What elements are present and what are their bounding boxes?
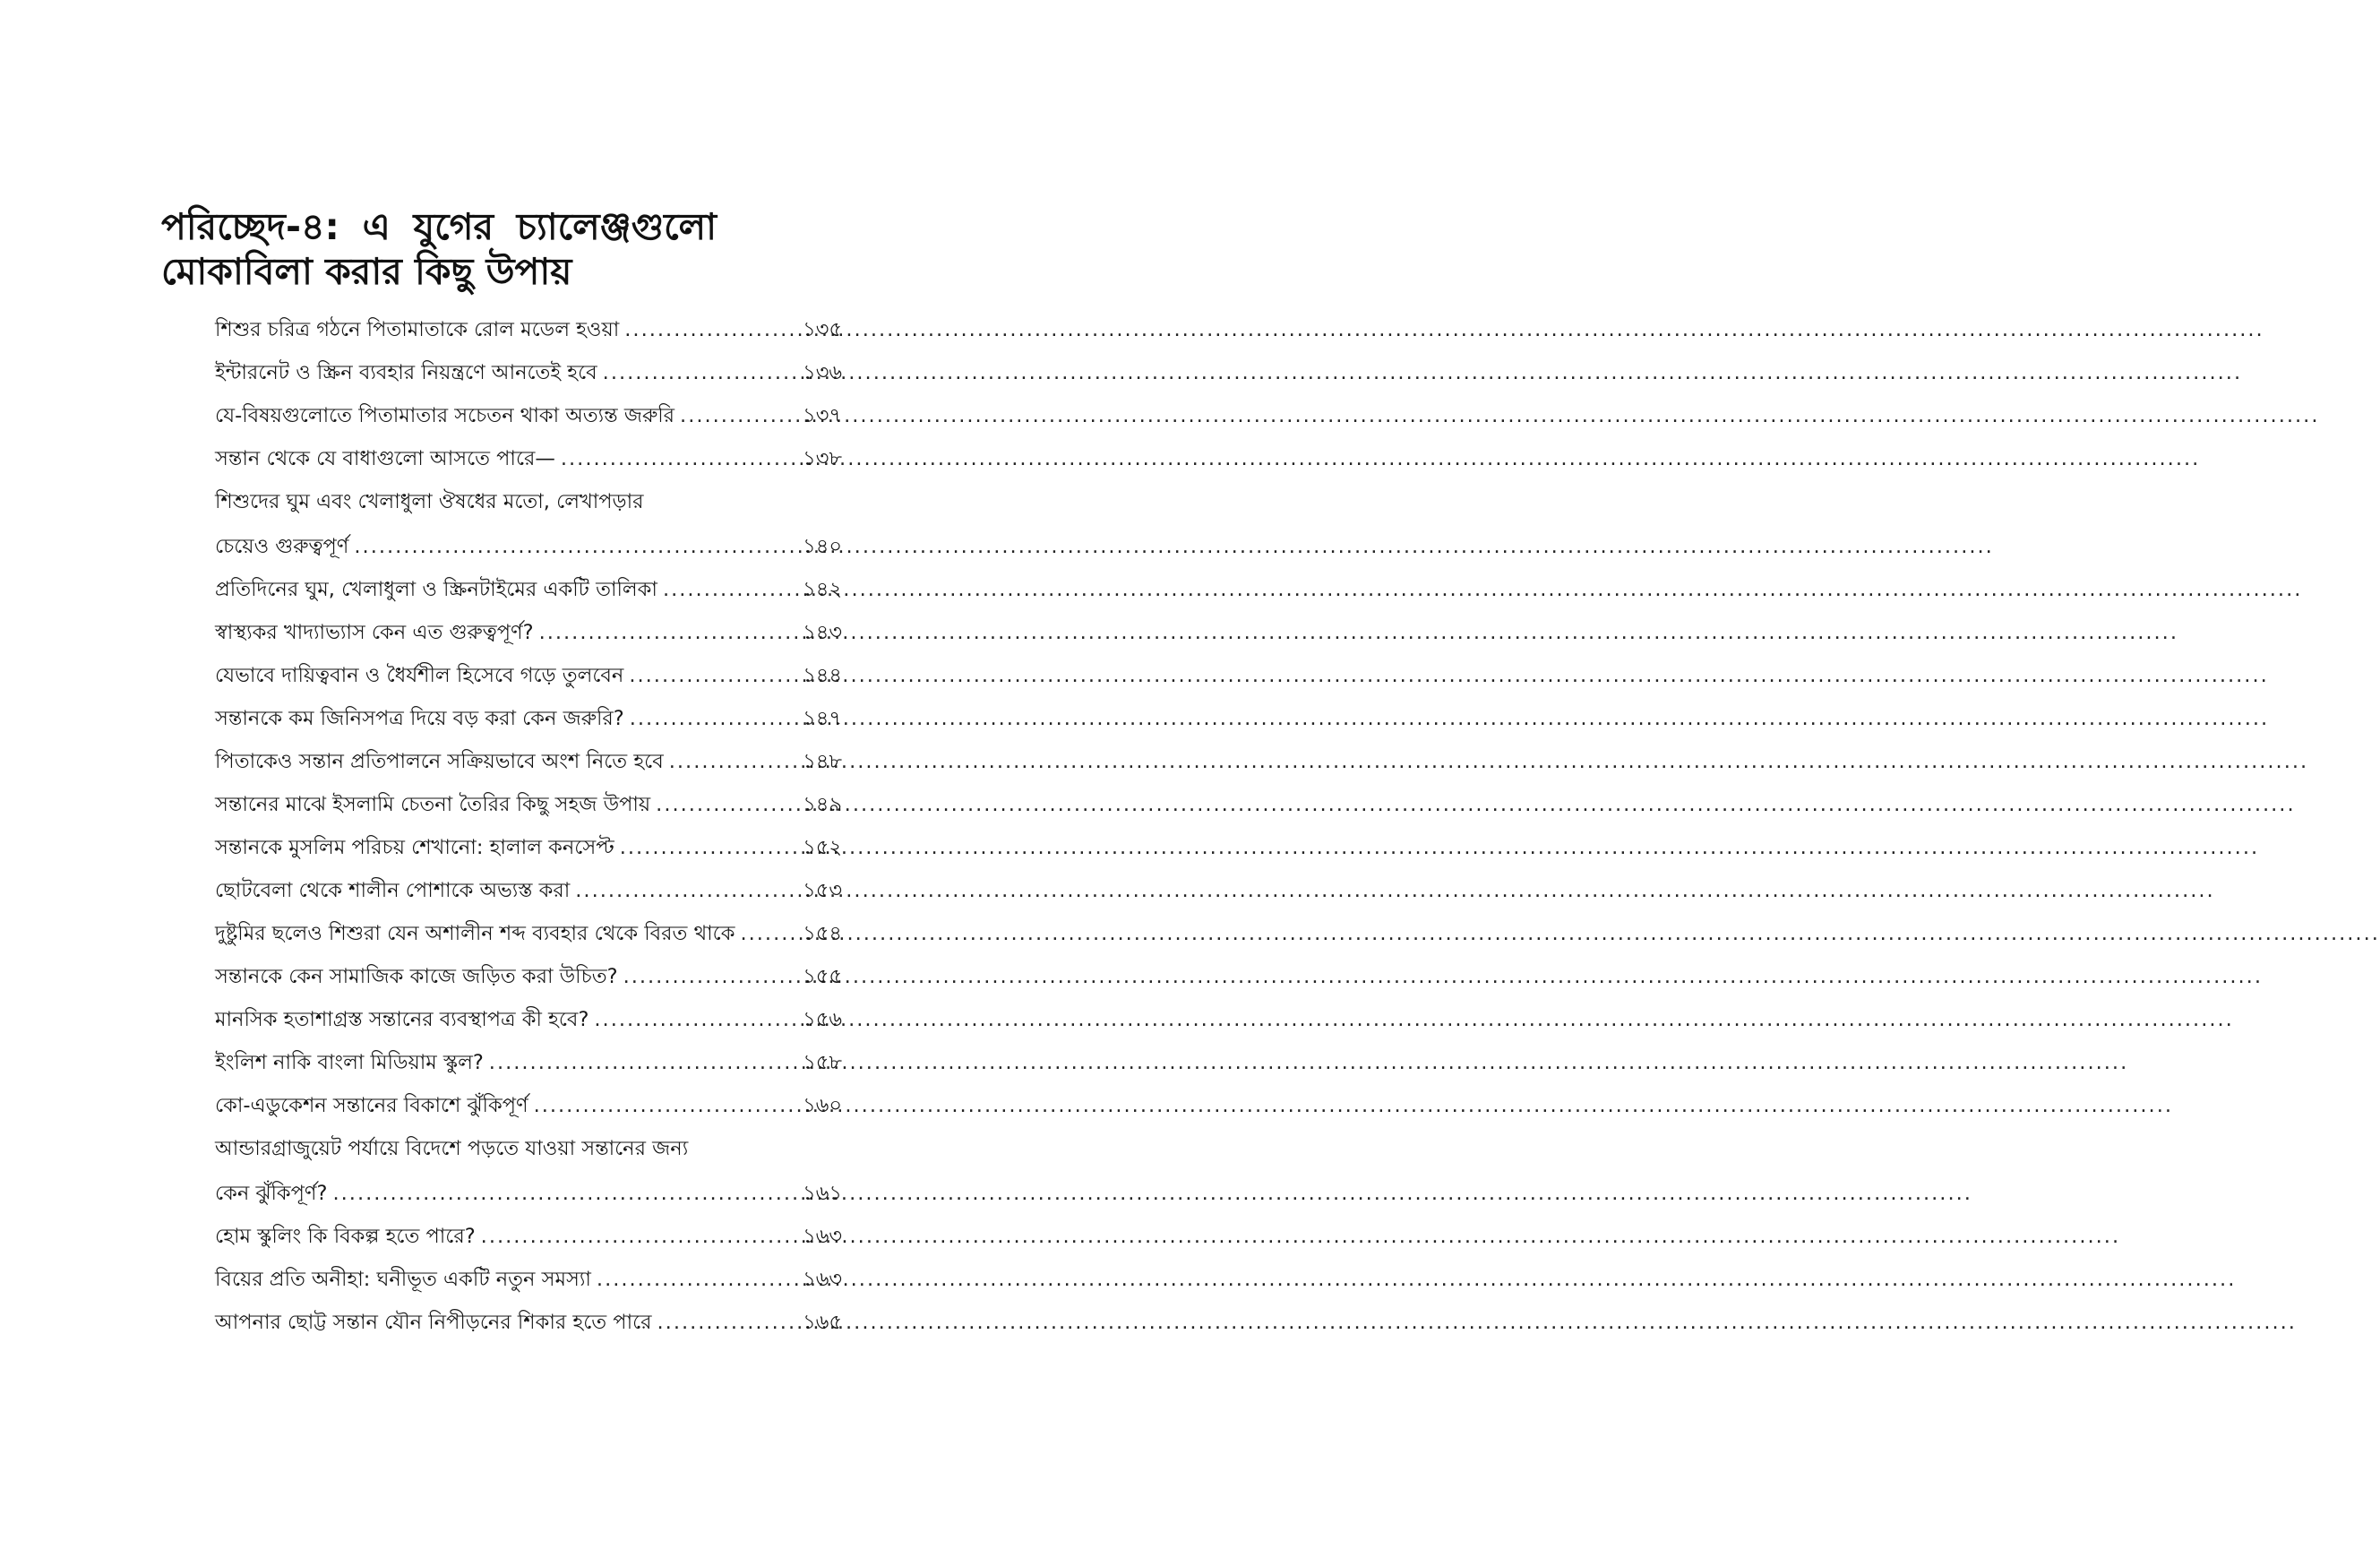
toc-entry xyxy=(215,697,842,740)
toc-entry-page-number: ১৫৬ xyxy=(803,1008,842,1031)
toc-entry-row xyxy=(215,1258,842,1301)
dot-leader xyxy=(575,869,801,912)
toc-entry xyxy=(215,654,842,697)
dot-leader xyxy=(539,611,802,654)
toc-entry-page-number: ১৫২ xyxy=(803,836,842,859)
dot-leader xyxy=(624,308,801,351)
toc-entry-title: সন্তানকে মুসলিম পরিচয় শেখানো: হালাল কনসেপ্ট xyxy=(215,836,614,859)
toc-entry xyxy=(215,351,842,394)
toc-entry-title: যে-বিষয়গুলোতে পিতামাতার সচেতন থাকা অত্যন্ত জরুরি xyxy=(215,404,675,427)
toc-entry-row xyxy=(215,1215,842,1258)
toc-entry-row xyxy=(215,1301,842,1344)
toc-entry-title: প্রতিদিনের ঘুম, খেলাধুলা ও স্ক্রিনটাইমের একটি তালিকা xyxy=(215,578,657,601)
toc-entry-row xyxy=(215,912,842,955)
toc-entry-title: শিশুর চরিত্র গঠনে পিতামাতাকে রোল মডেল হওয়া xyxy=(215,318,620,341)
toc-entry-row xyxy=(215,697,842,740)
toc-entry xyxy=(215,912,842,955)
toc-entry-row xyxy=(215,654,842,697)
toc-entry-page-number: ১৪৮ xyxy=(803,750,842,773)
toc-entry-title: চেয়েও গুরুত্বপূর্ণ xyxy=(215,535,349,558)
toc-entry-page-number: ১৩৮ xyxy=(803,447,842,470)
dot-leader xyxy=(534,1084,802,1127)
toc-entry xyxy=(215,783,842,826)
chapter-title-line-2: মোকাবিলা করার কিছু উপায় xyxy=(161,250,572,293)
toc-entry-title: দুষ্টুমির ছলেও শিশুরা যেন অশালীন শব্দ ব্যবহার থেকে বিরত থাকে xyxy=(215,922,735,945)
toc-entry-title-first-line: শিশুদের ঘুম এবং খেলাধুলা ঔষধের মতো, লেখাপড়ার xyxy=(215,490,644,513)
dot-leader xyxy=(623,955,802,998)
toc-entry-page-number: ১৫৪ xyxy=(803,922,842,945)
dot-leader xyxy=(630,697,801,740)
toc-entry xyxy=(215,1258,842,1301)
toc-entry-title: স্বাস্থ্যকর খাদ্যাভ্যাস কেন এত গুরুত্বপূর্ণ? xyxy=(215,621,534,644)
toc-entry xyxy=(215,437,842,480)
toc-entry xyxy=(215,1127,842,1215)
toc-entry-row xyxy=(215,351,842,394)
toc-entry-title: সন্তানকে কেন সামাজিক কাজে জড়িত করা উচিত? xyxy=(215,965,618,988)
toc-entry-page-number: ১৬৩ xyxy=(803,1225,842,1248)
toc-entry-row xyxy=(215,437,842,480)
toc-entry-row xyxy=(215,740,842,783)
toc-entry-page-number: ১৫৩ xyxy=(803,879,842,902)
toc-entry-page-number: ১৪৪ xyxy=(803,664,842,687)
dot-leader xyxy=(481,1215,801,1258)
dot-leader xyxy=(489,1041,801,1084)
dot-leader xyxy=(663,568,801,611)
toc-entry xyxy=(215,568,842,611)
toc-entry xyxy=(215,1301,842,1344)
toc-entry-page-number: ১৪৭ xyxy=(803,707,842,730)
toc-entry xyxy=(215,1041,842,1084)
toc-entry-page-number: ১৪৩ xyxy=(803,621,842,644)
toc-entry-row xyxy=(215,1041,842,1084)
toc-entry-page-number: ১৬০ xyxy=(803,1094,842,1117)
toc-entry-title: বিয়ের প্রতি অনীহা: ঘনীভূত একটি নতুন সমস্যা xyxy=(215,1268,591,1291)
dot-leader xyxy=(594,998,801,1041)
table-of-contents xyxy=(215,308,842,1344)
toc-entry-title: যেভাবে দায়িত্ববান ও ধৈর্যশীল হিসেবে গড়ে তুলবেন xyxy=(215,664,624,687)
toc-entry-title: ইন্টারনেট ও স্ক্রিন ব্যবহার নিয়ন্ত্রণে আনতেই হবে xyxy=(215,361,597,384)
toc-entry xyxy=(215,1215,842,1258)
toc-entry-row xyxy=(215,869,842,912)
toc-entry xyxy=(215,308,842,351)
toc-entry xyxy=(215,480,842,568)
dot-leader xyxy=(603,351,801,394)
toc-entry xyxy=(215,869,842,912)
toc-entry-page-number: ১৪০ xyxy=(803,535,842,558)
toc-entry xyxy=(215,611,842,654)
toc-entry-title: মানসিক হতাশাগ্রস্ত সন্তানের ব্যবস্থাপত্র কী হবে? xyxy=(215,1008,589,1031)
toc-entry-title: সন্তানের মাঝে ইসলামি চেতনা তৈরির কিছু সহজ উপায় xyxy=(215,793,651,816)
toc-entry-row xyxy=(215,525,842,568)
chapter-title-line-1: পরিচ্ছেদ-৪: এ যুগের চ্যালেঞ্জগুলো xyxy=(161,205,717,248)
toc-entry-row xyxy=(215,1084,842,1127)
dot-leader xyxy=(657,1301,802,1344)
toc-entry xyxy=(215,740,842,783)
toc-entry-row xyxy=(215,783,842,826)
toc-entry-row xyxy=(215,394,842,437)
toc-entry-page-number: ১৩৭ xyxy=(803,404,842,427)
toc-entry-title: সন্তানকে কম জিনিসপত্র দিয়ে বড় করা কেন জরুরি? xyxy=(215,707,624,730)
dot-leader xyxy=(680,394,801,437)
toc-entry-title: কো-এডুকেশন সন্তানের বিকাশে ঝুঁকিপূর্ণ xyxy=(215,1094,528,1117)
chapter-title xyxy=(161,204,717,294)
toc-entry-page-number: ১৩৫ xyxy=(803,318,842,341)
dot-leader xyxy=(740,912,801,955)
toc-entry-title-first-line: আন্ডারগ্রাজুয়েট পর্যায়ে বিদেশে পড়তে যাওয়া সন্তানের জন্য xyxy=(215,1137,689,1160)
toc-entry-page-number: ১৩৬ xyxy=(803,361,842,384)
dot-leader xyxy=(669,740,801,783)
dot-leader xyxy=(620,826,801,869)
dot-leader xyxy=(656,783,801,826)
toc-entry-row xyxy=(215,955,842,998)
toc-entry-row xyxy=(215,568,842,611)
toc-entry xyxy=(215,998,842,1041)
toc-entry-page-number: ১৫৫ xyxy=(803,965,842,988)
toc-entry-page-number: ১৬১ xyxy=(803,1182,842,1205)
toc-entry-title: ইংলিশ নাকি বাংলা মিডিয়াম স্কুল? xyxy=(215,1051,484,1074)
toc-entry-title: ছোটবেলা থেকে শালীন পোশাকে অভ্যস্ত করা xyxy=(215,879,571,902)
toc-entry-title: পিতাকেও সন্তান প্রতিপালনে সক্রিয়ভাবে অংশ নিতে হবে xyxy=(215,750,664,773)
toc-entry-page-number: ১৫৮ xyxy=(803,1051,842,1074)
toc-entry xyxy=(215,1084,842,1127)
toc-entry-row xyxy=(215,826,842,869)
toc-entry-title: সন্তান থেকে যে বাধাগুলো আসতে পারে— xyxy=(215,447,555,470)
toc-entry-title: কেন ঝুঁকিপূর্ণ? xyxy=(215,1182,328,1205)
toc-entry-row xyxy=(215,998,842,1041)
toc-entry-title: আপনার ছোট্ট সন্তান যৌন নিপীড়নের শিকার হতে পারে xyxy=(215,1311,652,1334)
toc-entry xyxy=(215,826,842,869)
toc-entry-title: হোম স্কুলিং কি বিকল্প হতে পারে? xyxy=(215,1225,476,1248)
toc-entry-row xyxy=(215,1172,842,1215)
toc-entry-row xyxy=(215,308,842,351)
dot-leader xyxy=(561,437,801,480)
toc-entry xyxy=(215,955,842,998)
dot-leader xyxy=(354,525,801,568)
toc-entry-page-number: ১৬৩ xyxy=(803,1268,842,1291)
toc-entry-page-number: ১৪২ xyxy=(803,578,842,601)
toc-entry xyxy=(215,394,842,437)
toc-entry-page-number: ১৬৫ xyxy=(803,1311,842,1334)
dot-leader xyxy=(332,1172,801,1215)
dot-leader xyxy=(597,1258,801,1301)
toc-entry-row xyxy=(215,611,842,654)
toc-entry-page-number: ১৪৯ xyxy=(803,793,842,816)
book-page xyxy=(0,0,1003,1541)
dot-leader xyxy=(629,654,801,697)
